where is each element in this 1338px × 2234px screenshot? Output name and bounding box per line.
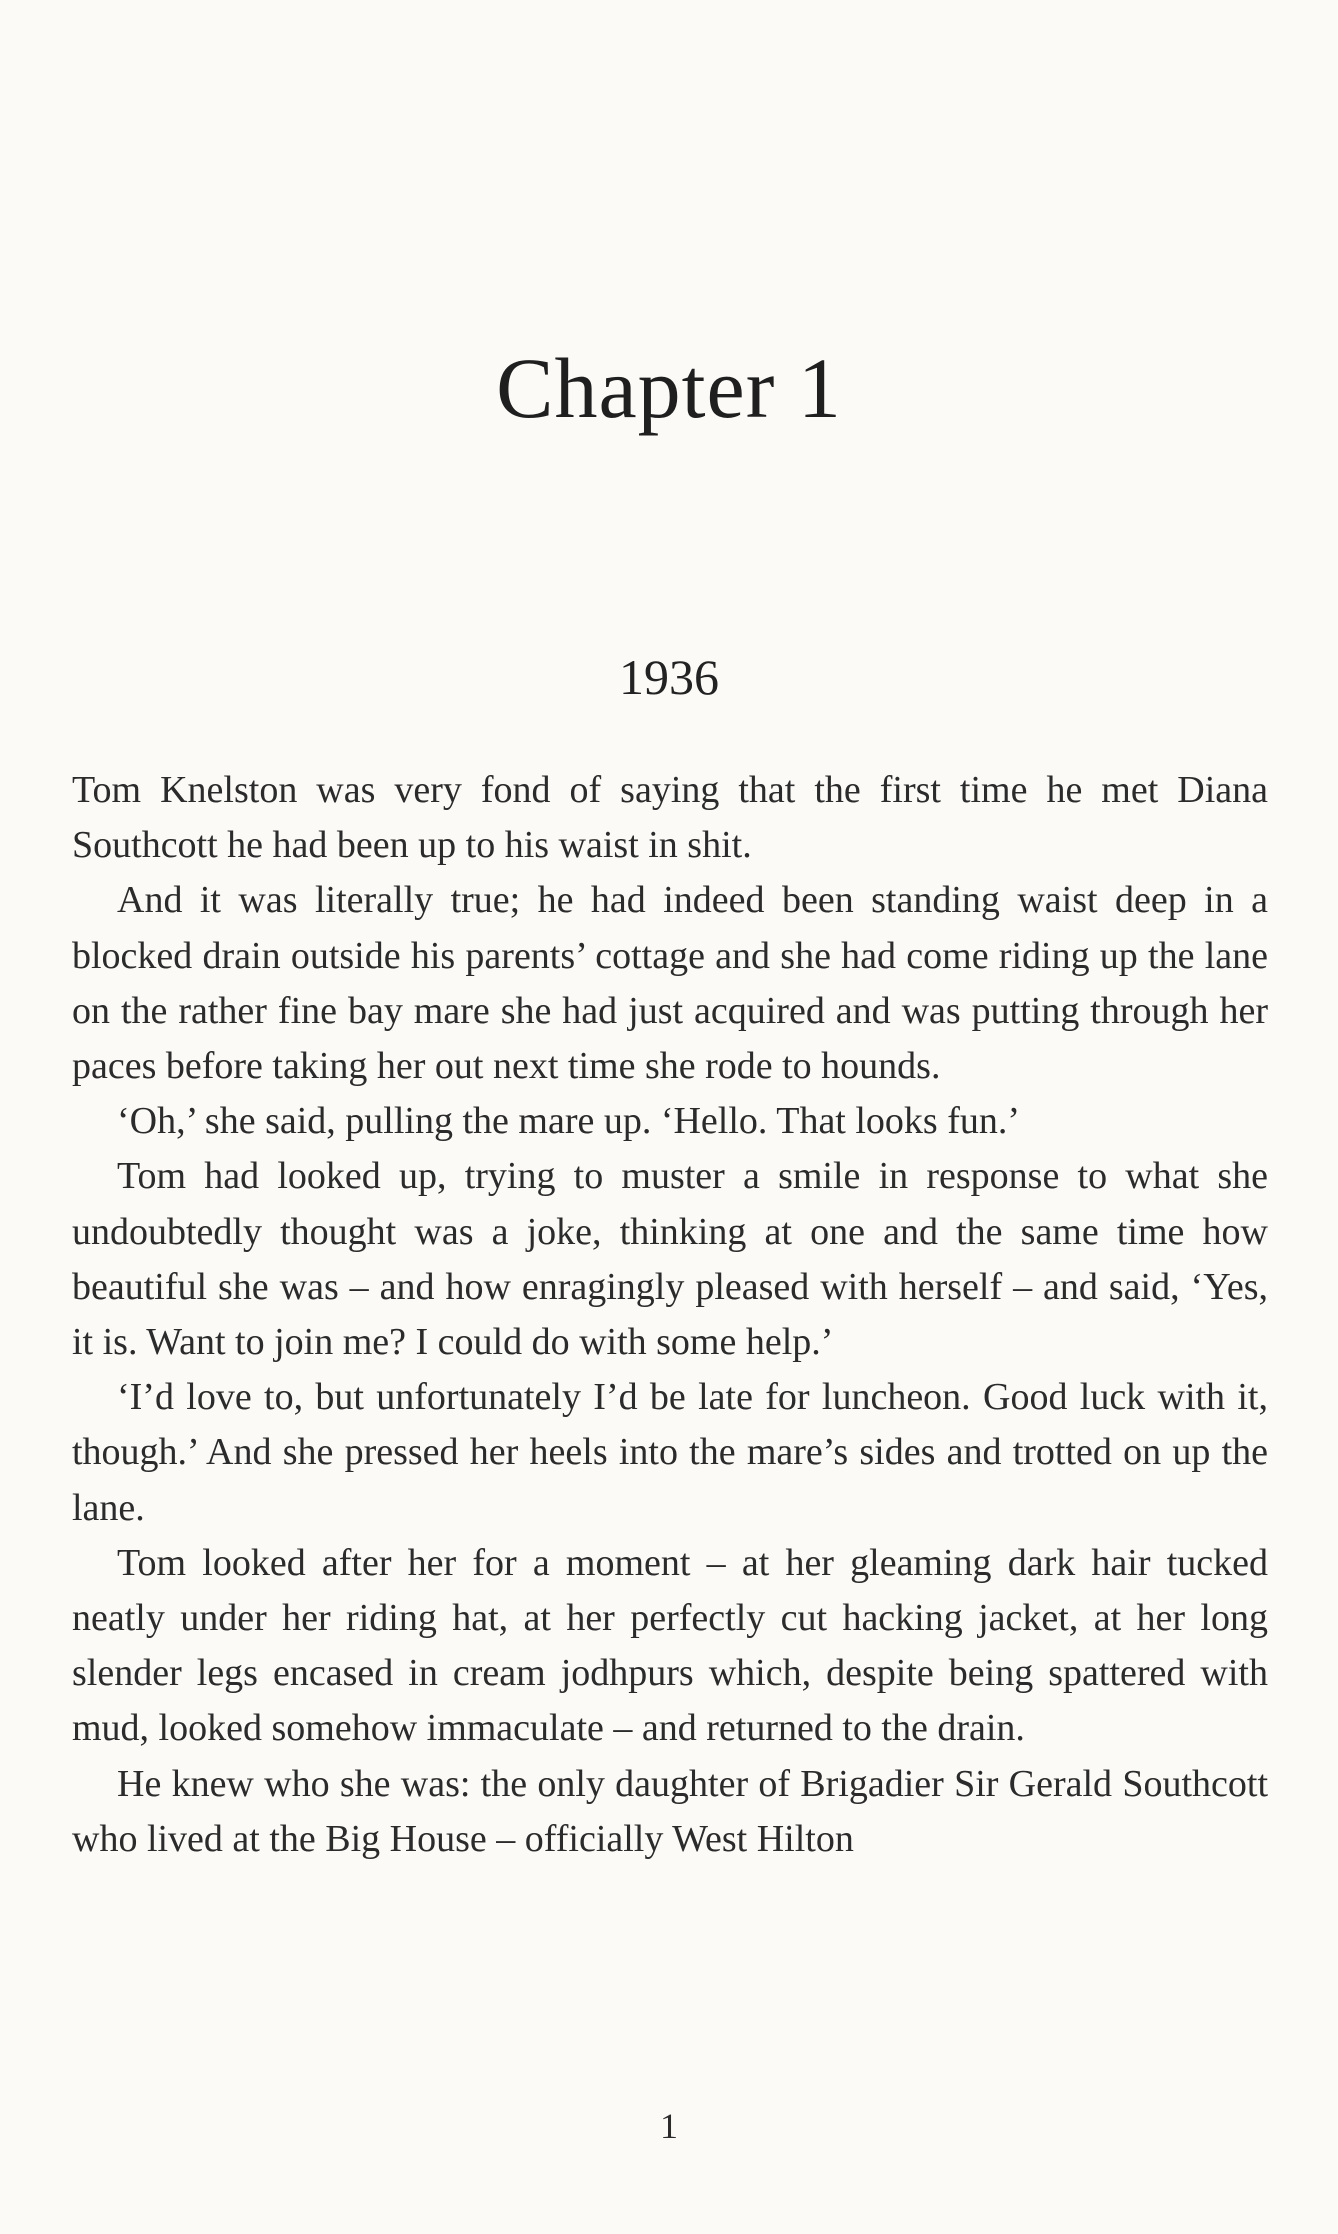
chapter-year: 1936: [619, 649, 719, 705]
paragraph: Tom looked after her for a moment – at her gleaming dark hair tucked neatly under her riding hat, at her perfectly cut hacking jacket, at her long slender legs encased in cream jodhpurs which, despite being spattered with mud, looked somehow immaculate – and returned to the drain.: [72, 1541, 1268, 1750]
chapter-body: [72, 763, 1268, 1867]
paragraph: Tom had looked up, trying to muster a smile in response to what she undoubtedly thought was a joke, thinking at one and the same time how beautiful she was – and how enragingly pleased with herself – and said, ‘Yes, it is. Want to join me? I could do with some help.’: [72, 1155, 1268, 1364]
chapter-title: Chapter 1: [496, 340, 842, 436]
page-number: 1: [660, 2106, 678, 2146]
paragraph: Tom Knelston was very fond of saying that the first time he met Diana Southcott he had been up to his waist in shit.: [72, 769, 1268, 867]
paragraph: He knew who she was: the only daughter of Brigadier Sir Gerald Southcott who lived at the Big House – officially West Hilton: [72, 1762, 1268, 1860]
paragraph: ‘Oh,’ she said, pulling the mare up. ‘Hello. That looks fun.’: [117, 1100, 1021, 1143]
paragraph: ‘I’d love to, but unfortunately I’d be late for luncheon. Good luck with it, though.’ And she pressed her heels into the mare’s sides and trotted on up the lane.: [72, 1376, 1268, 1529]
paragraph: And it was literally true; he had indeed been standing waist deep in a blocked drain outside his parents’ cottage and she had come riding up the lane on the rather fine bay mare she had just acquired and was putting through her paces before taking her out next time she rode to hounds.: [72, 879, 1268, 1088]
